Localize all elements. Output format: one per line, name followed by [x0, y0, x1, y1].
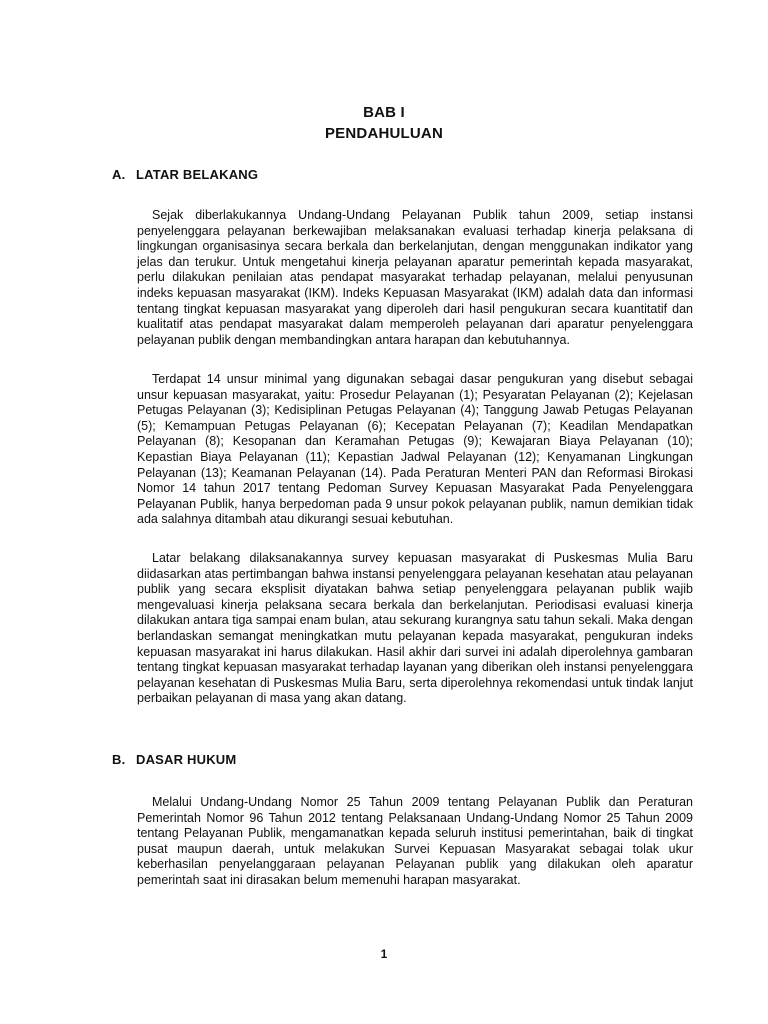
- section-title: DASAR HUKUM: [136, 752, 237, 767]
- section-marker: A.: [112, 167, 126, 182]
- section-marker: B.: [112, 752, 126, 767]
- paragraph: Latar belakang dilaksanakannya survey kepuasan masyarakat di Puskesmas Mulia Baru diidasarkan atas pertimbangan bahwa instansi penyelenggara pelayanan kesehatan atau pelayanan publik yang secara eksplisit diyatakan bahwa setiap penyelenggara pelayanan publik wajib mengevaluasi kinerja pelaksana secara berkala dan berkelanjutan. Periodisasi evaluasi kinerja dilakukan antara tiga sampai enam bulan, atau sekurang kurangnya satu tahun sekali. Maka dengan berlandaskan semangat meningkatkan mutu pelayanan kepada masyarakat, pengukuran indeks kepuasan masyarakat ini harus dilakukan. Hasil akhir dari survei ini adalah diperolehnya gambaran tentang tingkat kepuasan masyarakat terhadap layanan yang diberikan oleh instansi penyelenggara pelayanan kesehatan di Puskesmas Mulia Baru, serta diperolehnya rekomendasi untuk tindak lanjut perbaikan pelayanan di masa yang akan datang.: [137, 551, 693, 706]
- section-title: LATAR BELAKANG: [136, 167, 259, 182]
- section-heading-dasar-hukum: [112, 752, 236, 767]
- paragraph: Terdapat 14 unsur minimal yang digunakan sebagai dasar pengukuran yang disebut sebagai unsur kepuasan masyarakat, yaitu: Prosedur Pelayanan (1); Pesyaratan Pelayanan (2); Kejelasan Petugas Pelayanan (3); Kedisiplinan Petugas Pelayanan (4); Tanggung Jawab Petugas Pelayanan (5); Kemampuan Petugas Pelayanan (6); Kecepatan Pelayanan (7); Keadilan Mendapatkan Pelayanan (8); Kesopanan dan Keramahan Petugas (9); Kewajaran Biaya Pelayanan (10); Kepastian Biaya Pelayanan (11); Kepastian Jadwal Pelayanan (12); Kenyamanan Lingkungan Pelayanan (13); Keamanan Pelayanan (14). Pada Peraturan Menteri PAN dan Reformasi Birokasi Nomor 14 tahun 2017 tentang Pedoman Survey Kepuasan Masyarakat Pada Penyelenggara Pelayanan Publik, hanya berpedoman pada 9 unsur pokok pelayanan publik, namun demikian tidak ada salahnya ditambah atau dikurangi sesuai kebutuhan.: [137, 372, 693, 527]
- paragraph: Sejak diberlakukannya Undang-Undang Pelayanan Publik tahun 2009, setiap instansi penyelenggara pelayanan berkewajiban melaksanakan evaluasi terhadap kinerja pelaksana di lingkungan organisasinya secara berkala dan berkelanjutan, dengan menggunakan indikator yang jelas dan terukur. Untuk mengetahui kinerja pelayanan aparatur pemerintah kepada masyarakat, perlu dilakukan penilaian atas pendapat masyarakat terhadap pelayanan, melalui penyusunan indeks kepuasan masyarakat (IKM). Indeks Kepuasan Masyarakat (IKM) adalah data dan informasi tentang tingkat kepuasan masyarakat yang diperoleh dari hasil pengukuran secara kuantitatif dan kualitatif atas pendapat masyarakat dalam memperoleh pelayanan dari aparatur penyelenggara pelayanan publik dengan membandingkan antara harapan dan kebutuhannya.: [137, 208, 693, 347]
- section-heading-latar-belakang: [112, 167, 258, 182]
- paragraph: Melalui Undang-Undang Nomor 25 Tahun 2009 tentang Pelayanan Publik dan Peraturan Pemerintah Nomor 96 Tahun 2012 tentang Pelaksanaan Undang-Undang Nomor 25 Tahun 2009 tentang Pelayanan Publik, mengamanatkan kepada seluruh institusi pemerintahan, baik di tingkat pusat maupun daerah, untuk melakukan Survei Kepuasan Masyarakat sebagai tolak ukur keberhasilan penyelanggaraan pelayanan Pelayanan publik yang dilakukan oleh aparatur pemerintah saat ini dirasakan belum memenuhi harapan masyarakat.: [137, 795, 693, 887]
- chapter-number: BAB I: [363, 104, 405, 121]
- page-number: 1: [380, 947, 388, 961]
- chapter-title: PENDAHULUAN: [324, 125, 444, 142]
